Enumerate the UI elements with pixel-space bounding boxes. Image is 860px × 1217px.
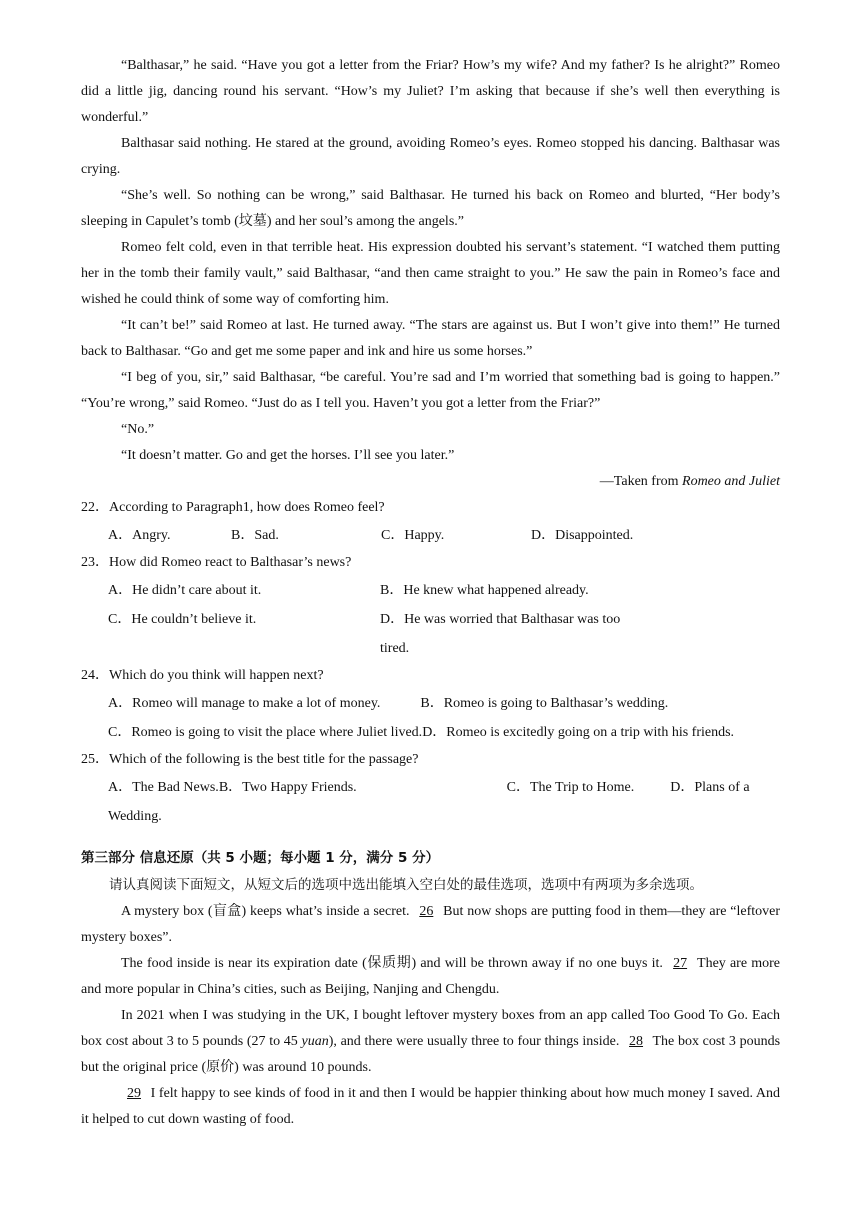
exam-page [81,53,780,1133]
option-a[interactable]: A．The Bad News. [108,780,219,795]
cloze-paragraph: 29 I felt happy to see kinds of food in it and then I would be happier thinking about how much money I saved. And it helped to cut down wasting of food. [81,1086,780,1127]
source-title: Romeo and Juliet [682,474,780,489]
source-citation: —Taken from Romeo and Juliet [599,474,780,489]
options [108,576,780,605]
option-c[interactable]: C．Happy. [381,528,445,543]
option-c[interactable]: C．He couldn’t believe it. [108,612,257,627]
story-paragraph: “I beg of you, sir,” said Balthasar, “be careful. You’re sad and I’m worried that something bad is going to happen.” “You’re wrong,” said Romeo. “Just do as I tell you. Haven’t you got a letter from the Friar?” [81,370,780,411]
option-c[interactable]: C．Romeo is going to visit the place where Juliet lived. [108,725,423,740]
option-a[interactable]: A．Angry. [108,528,171,543]
story-paragraph: “Balthasar,” he said. “Have you got a letter from the Friar? How’s my wife? And my father? Is he alright?” Romeo did a little jig, dancing round his servant. “How’s my Juliet? I’m asking that because if she’s well then everything is wonderful.” [81,58,780,125]
cloze-paragraph: A mystery box (盲盒) keeps what’s inside a secret. 26 But now shops are putting food in them—they are “leftover mystery boxes”. [81,904,781,945]
story-paragraph: Romeo felt cold, even in that terrible heat. His expression doubted his servant’s statement. “I watched them putting her in the tomb their family vault,” said Balthasar, “and then came straight to you.” He saw the pain in Romeo’s face and wished he could think of some way of comforting him. [81,240,780,307]
question-stem: 24．Which do you think will happen next? [81,668,324,683]
option-d[interactable]: D．Romeo is excitedly going on a trip with his friends. [422,725,735,740]
option-a[interactable]: A．He didn’t care about it. [108,583,262,598]
blank-28[interactable]: 28 [629,1034,644,1049]
option-b[interactable]: B．Romeo is going to Balthasar’s wedding. [420,696,669,711]
story-paragraph: “It doesn’t matter. Go and get the horses. I’ll see you later.” [121,448,455,463]
story-paragraph: “No.” [121,422,155,437]
question-stem: 22．According to Paragraph1, how does Romeo feel? [81,500,385,515]
blank-27[interactable]: 27 [673,956,688,971]
options [108,773,780,831]
option-b[interactable]: B．Sad. [231,528,279,543]
cloze-paragraph: The food inside is near its expiration date (保质期) and will be thrown away if no one buys it. 27 They are more and more popular in China’s cities, such as Beijing, Nanjing and Chengdu. [81,956,781,997]
question-24 [81,663,780,747]
option-a[interactable]: A．Romeo will manage to make a lot of money. [108,696,381,711]
question-stem: 25．Which of the following is the best title for the passage? [81,752,419,767]
option-d[interactable]: D．Disappointed. [531,528,634,543]
blank-29[interactable]: 29 [127,1086,141,1101]
blank-26[interactable]: 26 [419,904,434,919]
story-paragraph: “She’s well. So nothing can be wrong,” said Balthasar. He turned his back on Romeo and blurted, “Her body’s sleeping in Capulet’s tomb (坟墓) and her soul’s among the angels.” [81,188,780,229]
options [108,689,780,747]
question-22 [81,495,780,550]
cloze-paragraph: In 2021 when I was studying in the UK, I bought leftover mystery boxes from an app called Too Good To Go. Each box cost about 3 to 5 pounds (27 to 45 yuan), and there were usually three to four things inside. 28 The box cost 3 pounds but the original price (原价) was around 10 pounds. [81,1008,781,1075]
question-stem: 23．How did Romeo react to Balthasar’s news? [81,555,352,570]
question-25 [81,747,780,831]
option-d[interactable]: D．Plans of a Wedding. [108,780,750,824]
options [108,605,780,663]
section-heading: 第三部分 信息还原（共 5 小题；每小题 1 分，满分 5 分） [81,850,440,866]
story-paragraph: “It can’t be!” said Romeo at last. He turned away. “The stars are against us. But I won’t give into them!” He turned back to Balthasar. “Go and get me some paper and ink and hire us some horses.” [81,318,780,359]
options [108,521,780,550]
section-instruction: 请认真阅读下面短文，从短文后的选项中选出能填入空白处的最佳选项，选项中有两项为多余选项。 [109,877,703,893]
option-b[interactable]: B．Two Happy Friends. [218,780,357,795]
story-paragraph: Balthasar said nothing. He stared at the ground, avoiding Romeo’s eyes. Romeo stopped his dancing. Balthasar was crying. [81,136,780,177]
option-c[interactable]: C．The Trip to Home. [506,780,635,795]
option-d[interactable]: D．He was worried that Balthasar was too tired. [380,612,621,656]
question-23 [81,550,780,663]
option-b[interactable]: B．He knew what happened already. [380,583,589,598]
